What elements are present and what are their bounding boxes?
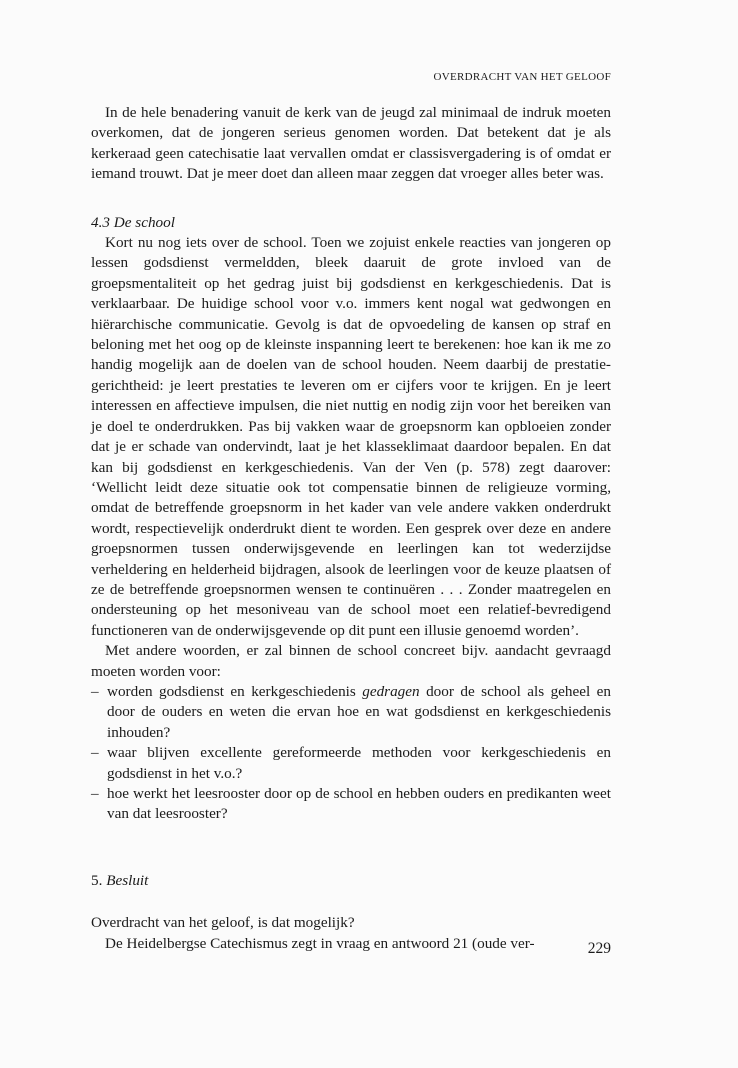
school-paragraph: Kort nu nog iets over de school. Toen we zojuist enkele reacties van jongeren op lessen godsdienst vermeldden, bleek daaruit de grote invloed van de groepsmentaliteit op het gedrag juist bij godsdienst en kerkgeschiedenis. Dat is verklaarbaar. De huidige school voor v.o. immers kent nogal wat gedwongen en hiërarchische communicatie. Gevolg is dat de opvoedeling de kansen op straf en beloning met het oog op de kleinste inspanning leert te berekenen: hoe kan ik me zo handig mogelijk aan de doelen van de school houden. Neem daarbij de prestatie-gerichtheid: je leert prestaties te leveren om er cijfers voor te krijgen. En je leert interessen en affectieve impulsen, die niet nuttig en nodig zijn voor het bereiken van je doel te onderdrukken. Pas bij vakken waar de groepsnorm kan opbloeien zonder dat je er schade van ondervindt, laat je het klasseklimaat daardoor bepalen. En dat kan bij godsdienst en kerkgeschiedenis. Van der Ven (p. 578) zegt daarover: ‘Wellicht leidt deze situatie ook tot compensatie binnen de religieuze vorming, omdat de betreffende groepsnorm in het kader van vele andere vakken onderdrukt wordt, respectievelijk onderdrukt dient te worden. Een gesprek over deze en andere groepsnormen tussen onderwijsgevende en leerlingen kan tot wederzijdse verheldering en helderheid bijdragen, alsook de leerlingen voor de keuze plaatsen of ze de betreffende groepsnormen wensen te continuëren . . . Zonder maatregelen en ondersteuning op het mesoniveau van de school moet een relatief-bevredigend functioneren van de onderwijsgevende op dit punt een illusie genoemd worden’. [91,234,611,639]
list-item-text: waar blijven excellente gereformeerde methoden voor kerkgeschiedenis en godsdienst in het v.o.? [107,744,611,782]
school-paragraph-2: Met andere woorden, er zal binnen de school concreet bijv. aandacht gevraagd moeten worden voor: [91,642,611,680]
section-heading-4-3 [91,213,611,233]
dash-bullet: – [91,682,99,700]
section-number: 4.3 [91,213,110,231]
list-item [91,682,611,743]
book-page [91,0,611,1068]
page-number: 229 [587,940,611,957]
list-item-text: hoe werkt het leesrooster door op de school en hebben ouders en predikanten weet van dat leesrooster? [107,785,611,823]
section-title: De school [113,213,175,231]
list-item [91,784,611,825]
running-head: OVERDRACHT VAN HET GELOOF [433,71,611,83]
dash-bullet: – [91,785,99,802]
conclusion-line-1: Overdracht van het geloof, is dat mogelijk? [91,914,355,932]
question-list [91,682,611,825]
dash-bullet: – [91,744,99,762]
list-item-text-end: door de school als geheel en door de ouders en weten die ervan hoe en wat godsdienst en kerkgeschiedenis inhouden? [107,682,611,741]
section-title: Besluit [106,871,149,889]
body-text [91,103,611,954]
list-item-text: worden godsdienst en kerkgeschiedenis [107,682,363,700]
list-item-emphasis: gedragen [362,682,420,700]
section-heading-5 [91,871,611,891]
section-number: 5. [91,871,103,889]
conclusion-line-2: De Heidelbergse Catechismus zegt in vraag en antwoord 21 (oude ver- [105,934,535,952]
list-item [91,743,611,784]
intro-paragraph: In de hele benadering vanuit de kerk van de jeugd zal minimaal de indruk moeten overkomen, dat de jongeren serieus genomen worden. Dat betekent dat je als kerkeraad geen catechisatie laat vervallen omdat er classisvergadering is of omdat er iemand trouwt. Dat je meer doet dan alleen maar zeggen dat vroeger alles beter was. [91,104,611,183]
